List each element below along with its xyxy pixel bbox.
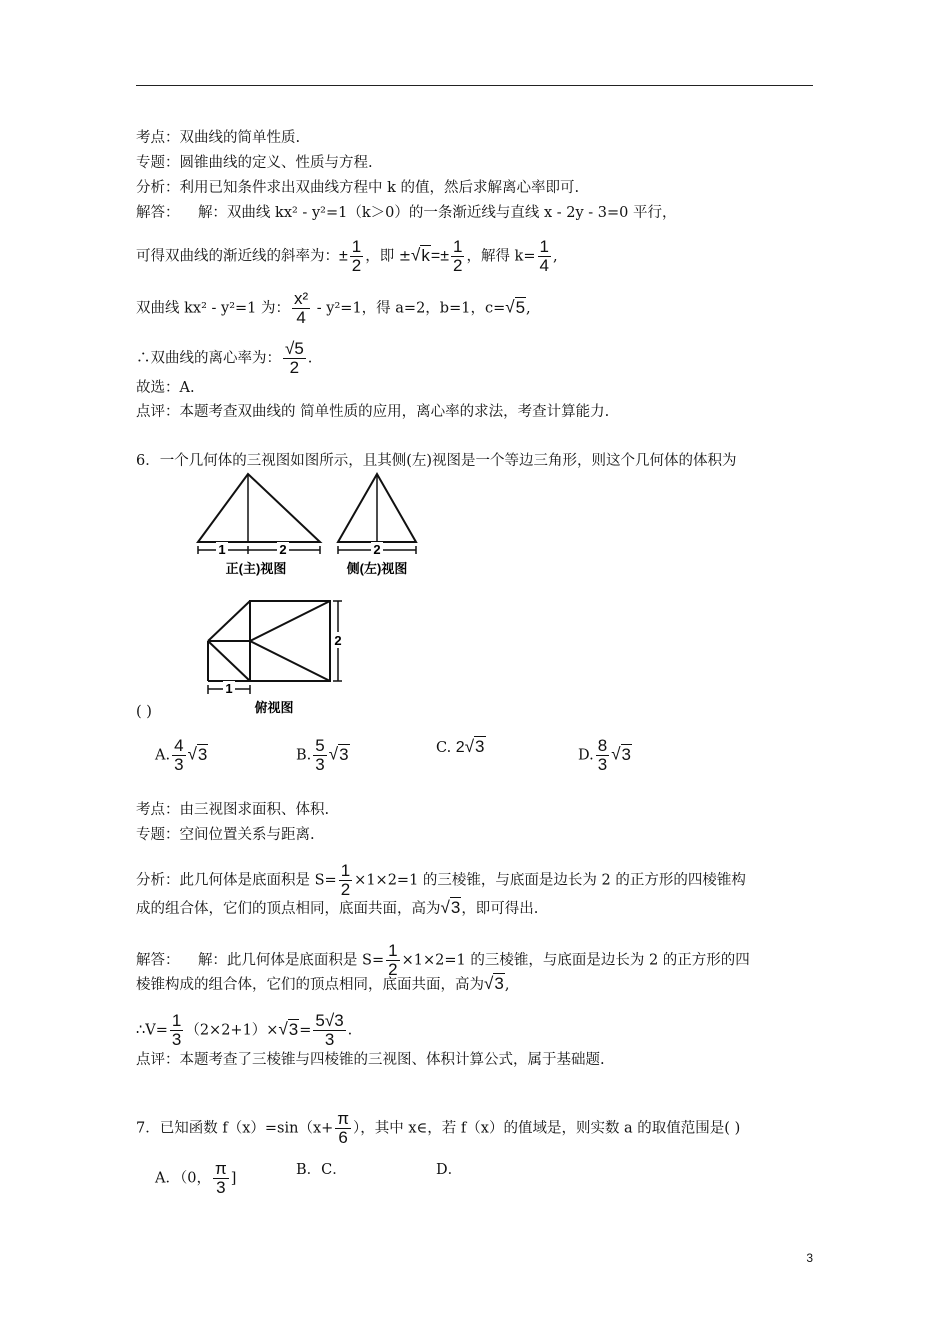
- q5-kaodian: 考点：双曲线的简单性质.: [136, 130, 301, 146]
- header-rule: [136, 85, 813, 86]
- q6-kaodian: 考点：由三视图求面积、体积.: [136, 802, 330, 818]
- q5-fenxi: 分析：利用已知条件求出双曲线方程中 k 的值，然后求解离心率即可.: [136, 180, 580, 196]
- q6-option-c[interactable]: C. 2√3: [436, 737, 485, 756]
- fraction-one-quarter: $\frac{1}{4}$: [539, 237, 549, 275]
- top-view: [208, 601, 330, 681]
- q6-option-d[interactable]: D. $\frac{8}{3}$ √3: [578, 736, 631, 774]
- front-caption: 正(主)视图: [225, 561, 287, 576]
- q6-paren: ( ): [136, 704, 152, 720]
- front-dim-2: 2: [279, 542, 287, 557]
- q6-zhuanti: 专题：空间位置关系与距离.: [136, 827, 315, 843]
- fraction-one-half: $\frac{1}{2}$: [351, 237, 362, 275]
- three-view-figure: [190, 468, 430, 718]
- q6-jieda-line2: 棱锥构成的组合体，它们的顶点相同，底面共面，高为√3,: [136, 974, 510, 993]
- q6-fenxi-line1: 分析：此几何体是底面积是 S= $\frac{1}{2}$ ×1×2=1 的三棱锥，与底面是边长为 2 的正方形的四棱锥构: [136, 861, 746, 899]
- fraction-sqrt5-over-2: $\frac{√5}{2}$: [285, 339, 304, 377]
- q7-stem: 7．已知函数 f（x）=sin（x+ $\frac{\pi}{6}$ ），其中 x∈，若 f（x）的值域是，则实数 a 的取值范围是( ): [136, 1109, 741, 1147]
- q5-equation-line: 双曲线 kx² - y²=1 为： $\frac{\text{x²}}{4}$ - y²=1，得 a=2，b=1，c=√5,: [136, 289, 531, 327]
- q7-option-a[interactable]: A．（0， $\frac{\pi}{3}$ ]: [155, 1159, 237, 1197]
- q6-dianping: 点评：本题考查了三棱锥与四棱锥的三视图、体积计算公式，属于基础题.: [136, 1052, 605, 1068]
- q6-fenxi-line2: 成的组合体，它们的顶点相同，底面共面，高为√3，即可得出.: [136, 898, 539, 917]
- q6-stem: 6．一个几何体的三视图如图所示，且其侧(左)视图是一个等边三角形，则这个几何体的体积为: [136, 453, 737, 469]
- sqrt-k: √k: [411, 245, 430, 265]
- q6-volume-line: ∴V= $\frac{1}{3}$ （2×2+1）×√3= $\frac{5√3}{3}$ .: [136, 1011, 353, 1049]
- q6-jieda-line1: 解答： 解：此几何体是底面积是 S= $\frac{1}{2}$ ×1×2=1 的三棱锥，与底面是边长为 2 的正方形的四: [136, 941, 750, 979]
- fraction-one-half-2: $\frac{1}{2}$: [452, 237, 463, 275]
- q5-guxuan: 故选：A.: [136, 380, 195, 396]
- q5-dianping: 点评：本题考查双曲线的 简单性质的应用，离心率的求法，考查计算能力.: [136, 404, 610, 420]
- q5-slope-line: 可得双曲线的渐近线的斜率为：± $\frac{1}{2}$ ，即 ±√k=± $\frac{1}{2}$ ，解得 k= $\frac{1}{4}$ ,: [136, 237, 558, 275]
- front-dim-1: 1: [218, 542, 226, 557]
- q7-option-b-c[interactable]: B．C．: [296, 1162, 347, 1178]
- q5-zhuanti: 专题：圆锥曲线的定义、性质与方程.: [136, 155, 373, 171]
- q5-eccentricity-line: ∴双曲线的离心率为： $\frac{√5}{2}$ .: [136, 339, 313, 377]
- top-dim-1: 1: [225, 681, 233, 696]
- front-view-triangle: [198, 474, 320, 542]
- q6-option-a[interactable]: A. $\frac{4}{3}$ √3: [155, 736, 208, 774]
- q7-option-d[interactable]: D．: [436, 1162, 463, 1178]
- top-caption: 俯视图: [254, 700, 294, 715]
- page-number: 3: [806, 1251, 813, 1265]
- side-dim-2: 2: [373, 542, 381, 557]
- sqrt-5: √5: [505, 297, 526, 317]
- fraction-x2-over-4: $\frac{\text{x²}}{4}$: [294, 289, 309, 327]
- q5-jieda: 解答： 解：双曲线 kx² - y²=1（k＞0）的一条渐近线与直线 x - 2y - 3=0 平行，: [136, 205, 677, 221]
- q6-option-b[interactable]: B. $\frac{5}{3}$ √3: [296, 736, 349, 774]
- side-caption: 侧(左)视图: [346, 561, 408, 576]
- top-dim-2: 2: [334, 633, 342, 648]
